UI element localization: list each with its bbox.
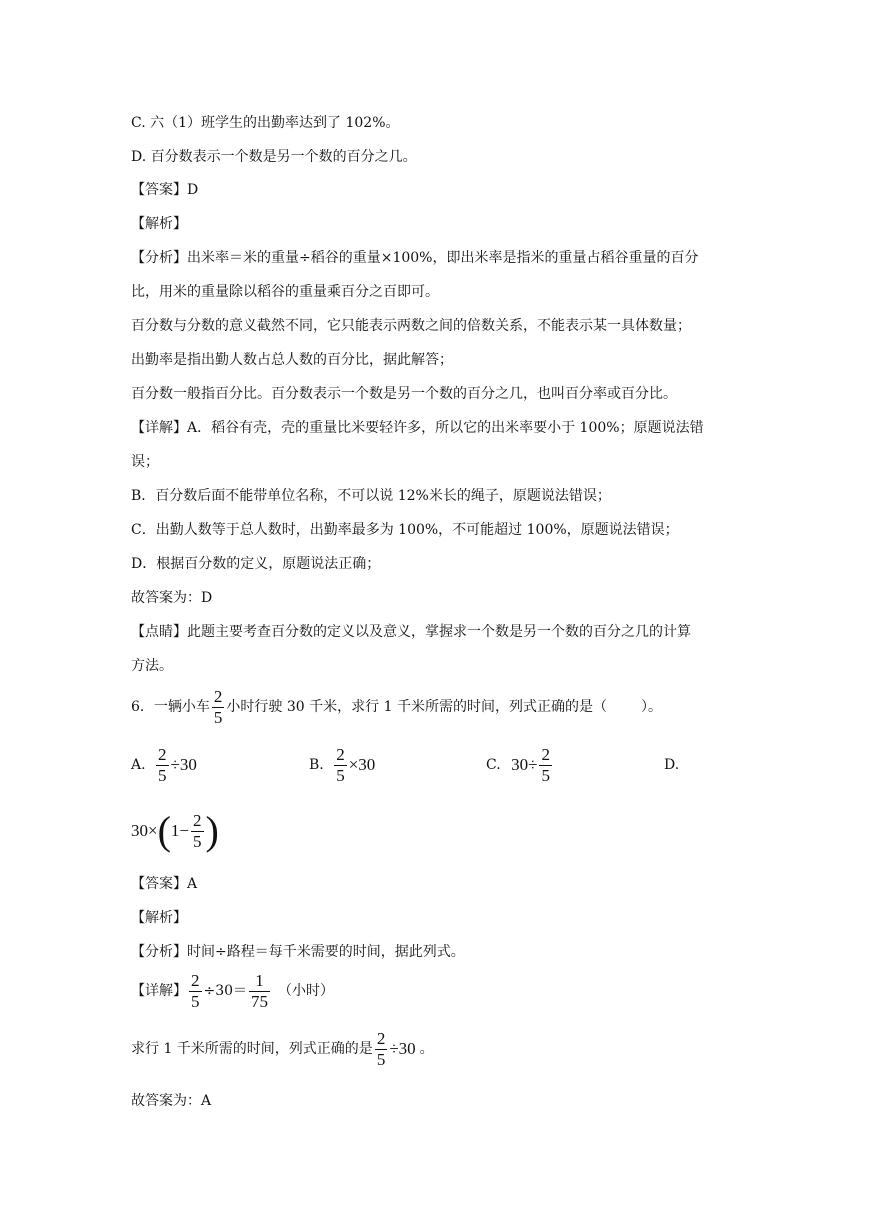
q6-stem bbox=[131, 684, 662, 730]
option-b-fraction bbox=[334, 746, 347, 785]
fraction-numerator: 2 bbox=[376, 1028, 386, 1048]
q5-dianjing-line-1: 【点睛】此题主要考查百分数的定义以及意义，掌握求一个数是另一个数的百分之几的计算 bbox=[131, 624, 691, 640]
fraction-denominator: 5 bbox=[158, 765, 167, 785]
q6-stem-prefix: 6．一辆小车 bbox=[131, 699, 210, 715]
q6-answer: 【答案】A bbox=[131, 876, 198, 892]
fraction-numerator: 2 bbox=[193, 810, 202, 830]
q5-detail-line-5: D．根据百分数的定义，原题说法正确； bbox=[131, 556, 381, 572]
q5-option-c: C. 六（1）班学生的出勤率达到了 102%。 bbox=[131, 115, 400, 131]
q6-analysis: 【分析】时间÷路程＝每千米需要的时间，据此列式。 bbox=[131, 944, 465, 960]
q6-option-d-expression bbox=[131, 806, 219, 856]
q5-analysis-line-1: 【分析】出米率＝米的重量÷稻谷的重量×100%，即出米率是指米的重量占稻谷重量的百分 bbox=[131, 250, 699, 266]
option-b-expression: ×30 bbox=[348, 755, 376, 774]
fraction-numerator: 1 bbox=[255, 970, 264, 990]
q5-analysis-line-3: 百分数与分数的意义截然不同，它只能表示两数之间的倍数关系，不能表示某一具体数量； bbox=[131, 318, 691, 334]
q6-stem-end: ）。 bbox=[640, 699, 662, 715]
option-d-fraction bbox=[191, 812, 204, 851]
option-a-expression: ÷30 bbox=[170, 755, 197, 774]
q5-final-answer: 故答案为：D bbox=[131, 590, 213, 606]
q6-detail bbox=[131, 968, 334, 1014]
q6-stem-fraction bbox=[212, 688, 225, 727]
q6-option-d-label: D. bbox=[664, 757, 680, 773]
q5-answer: 【答案】D bbox=[131, 182, 199, 198]
detail-prefix: 【详解】 bbox=[131, 983, 187, 999]
q6-option-b bbox=[309, 742, 375, 788]
option-c-label: C. bbox=[486, 757, 501, 773]
q6-stem-suffix: 小时行驶 30 千米，求行 1 千米所需的时间，列式正确的是（ bbox=[226, 699, 607, 715]
q5-detail-line-2: 误； bbox=[131, 454, 159, 470]
q6-option-a bbox=[131, 742, 197, 788]
conclusion-expression: ÷30 bbox=[389, 1039, 416, 1058]
q5-detail-line-3: B．百分数后面不能带单位名称，不可以说 12%米长的绳子，原题说法错误； bbox=[131, 488, 611, 504]
option-d-prefix: 30× bbox=[131, 821, 158, 840]
fraction-numerator: 2 bbox=[213, 686, 223, 706]
detail-middle: ÷30＝ bbox=[203, 983, 248, 999]
q5-option-d: D. 百分数表示一个数是另一个数的百分之几。 bbox=[131, 149, 417, 165]
option-a-fraction bbox=[156, 746, 169, 785]
conclusion-fraction bbox=[375, 1030, 388, 1069]
option-c-fraction bbox=[539, 746, 552, 785]
option-d-middle: 1− bbox=[170, 821, 190, 840]
q6-analysis-heading: 【解析】 bbox=[131, 910, 187, 926]
option-b-label: B. bbox=[309, 757, 324, 773]
q5-detail-line-4: C．出勤人数等于总人数时，出勤率最多为 100%，不可能超过 100%，原题说法错误； bbox=[131, 522, 679, 538]
fraction-denominator: 5 bbox=[376, 1049, 386, 1069]
conclusion-end: 。 bbox=[419, 1041, 434, 1057]
option-c-expression: 30÷ bbox=[511, 755, 538, 774]
q5-analysis-line-5: 百分数一般指百分比。百分数表示一个数是另一个数的百分之几，也叫百分率或百分比。 bbox=[131, 386, 677, 402]
fraction-numerator: 2 bbox=[158, 744, 167, 764]
detail-unit: （小时） bbox=[278, 983, 335, 999]
fraction-numerator: 2 bbox=[336, 744, 345, 764]
fraction-denominator: 5 bbox=[193, 831, 202, 851]
close-paren: ) bbox=[205, 808, 219, 853]
q5-analysis-line-4: 出勤率是指出勤人数占总人数的百分比，据此解答； bbox=[131, 352, 453, 368]
option-a-label: A. bbox=[131, 757, 146, 773]
open-paren: ( bbox=[157, 808, 171, 853]
fraction-numerator: 2 bbox=[541, 744, 550, 764]
q5-analysis-heading: 【解析】 bbox=[131, 216, 187, 232]
q5-analysis-line-2: 比，用米的重量除以稻谷的重量乘百分之百即可。 bbox=[131, 284, 439, 300]
fraction-numerator: 2 bbox=[191, 970, 200, 990]
detail-fraction bbox=[189, 972, 202, 1011]
q6-final-answer: 故答案为：A bbox=[131, 1093, 212, 1109]
detail-result-fraction bbox=[249, 972, 270, 1011]
fraction-denominator: 5 bbox=[213, 707, 223, 727]
fraction-denominator: 5 bbox=[541, 765, 550, 785]
conclusion-prefix: 求行 1 千米所需的时间，列式正确的是 bbox=[131, 1041, 373, 1057]
q5-detail-line-1: 【详解】A．稻谷有壳，壳的重量比米要轻许多，所以它的出米率要小于 100%；原题说法错 bbox=[131, 420, 704, 436]
q6-conclusion bbox=[131, 1026, 434, 1072]
fraction-denominator: 5 bbox=[336, 765, 345, 785]
q6-option-c bbox=[486, 742, 554, 788]
fraction-denominator: 75 bbox=[251, 991, 269, 1011]
fraction-denominator: 5 bbox=[191, 991, 200, 1011]
q5-dianjing-line-2: 方法。 bbox=[131, 658, 173, 674]
